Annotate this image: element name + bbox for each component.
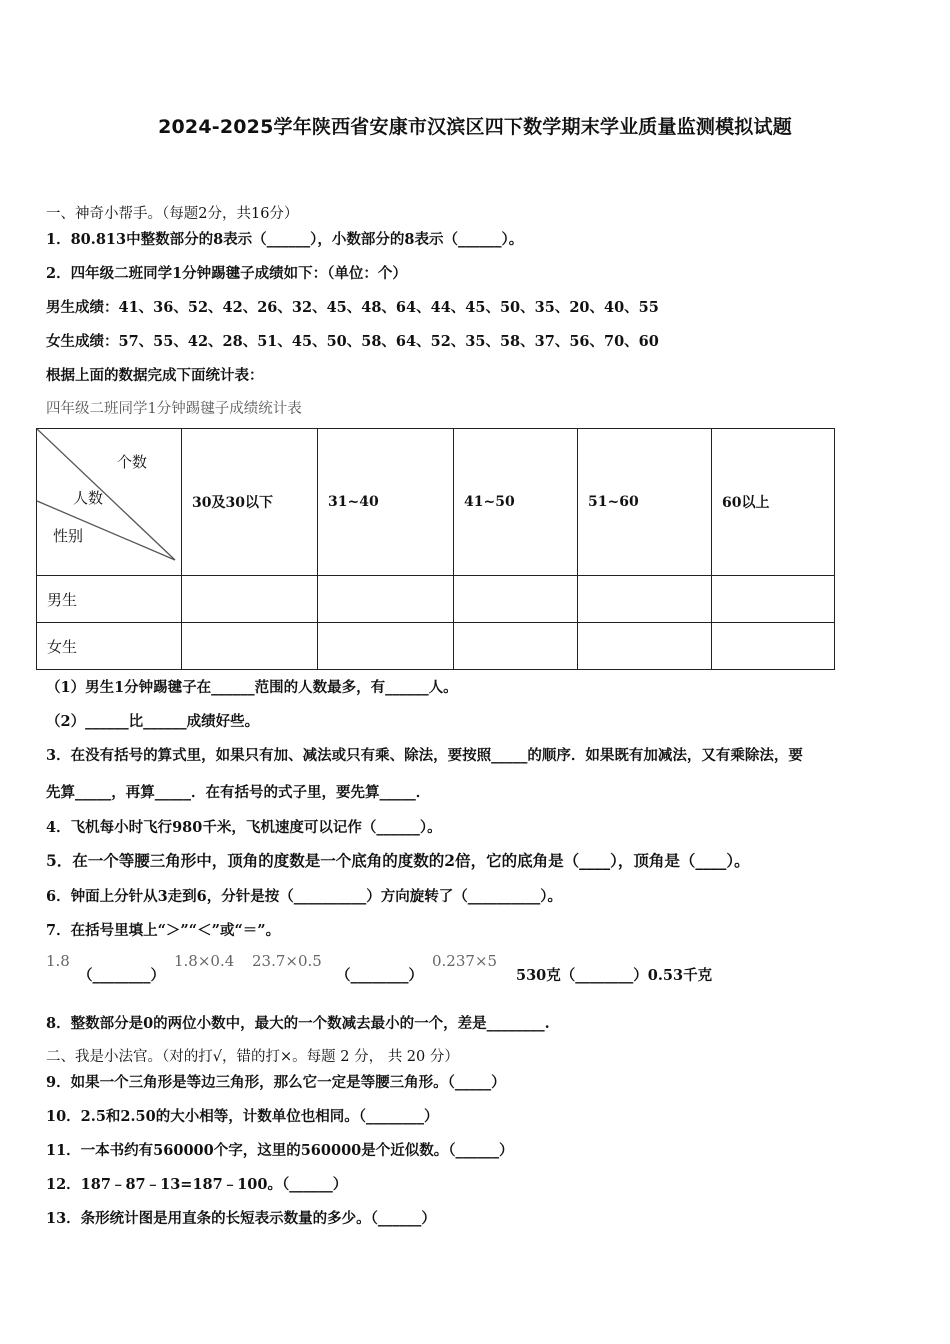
table-cell[interactable] <box>712 623 835 670</box>
question-1: 1．80.813中整数部分的8表示（______），小数部分的8表示（______）。 <box>46 231 524 248</box>
compare-item-e: 530克（________）0.53千克 <box>516 967 713 984</box>
table-cell[interactable] <box>454 623 578 670</box>
question-11: 11．一本书约有560000个字，这里的560000是个近似数。（______） <box>46 1142 514 1159</box>
corner-label-people: 人数 <box>73 489 104 507</box>
compare-blank-2[interactable]: （________） <box>336 967 423 984</box>
table-row <box>37 576 835 623</box>
question-9: 9．如果一个三角形是等边三角形，那么它一定是等腰三角形。（_____） <box>46 1074 506 1091</box>
question-3-line-2: 先算_____，再算_____．在有括号的式子里，要先算_____． <box>46 784 431 801</box>
table-cell[interactable] <box>182 623 318 670</box>
table-caption: 四年级二班同学1分钟踢毽子成绩统计表 <box>46 401 302 417</box>
statistics-table <box>36 428 835 670</box>
compare-item-d: 0.237×5 <box>432 952 498 970</box>
question-5: 5．在一个等腰三角形中，顶角的度数是一个底角的度数的2倍，它的底角是（____），顶角是（____）。 <box>46 851 750 870</box>
table-cell[interactable] <box>318 623 454 670</box>
corner-diagonal-lines <box>37 429 181 575</box>
corner-label-count: 个数 <box>117 453 148 471</box>
corner-label-gender: 性别 <box>53 527 84 545</box>
question-10: 10．2.5和2.50的大小相等，计数单位也相同。（________） <box>46 1108 439 1125</box>
compare-item-a: 1.8 <box>46 952 70 970</box>
question-8: 8．整数部分是0的两位小数中，最大的一个数减去最小的一个，差是________. <box>46 1015 550 1032</box>
column-header: 60以上 <box>712 429 835 576</box>
question-13: 13．条形统计图是用直条的长短表示数量的多少。（______） <box>46 1210 436 1227</box>
boys-scores: 男生成绩：41、36、52、42、26、32、45、48、64、44、45、50、35、20、40、55 <box>46 299 659 316</box>
table-corner-cell <box>37 429 182 576</box>
question-2-part-2: （2）______比______成绩好些。 <box>46 713 260 730</box>
question-2: 2．四年级二班同学1分钟踢毽子成绩如下：（单位：个） <box>46 265 407 282</box>
girls-scores: 女生成绩：57、55、42、28、51、45、50、58、64、52、35、58、37、56、70、60 <box>46 333 659 350</box>
question-12: 12．187﹣87﹣13=187﹣100。（______） <box>46 1176 348 1193</box>
question-2-part-1: （1）男生1分钟踢毽子在______范围的人数最多，有______人。 <box>46 679 458 696</box>
page-title: 2024-2025学年陕西省安康市汉滨区四下数学期末学业质量监测模拟试题 <box>158 116 792 138</box>
table-cell[interactable] <box>578 623 712 670</box>
table-cell[interactable] <box>182 576 318 623</box>
table-cell[interactable] <box>712 576 835 623</box>
compare-item-c: 23.7×0.5 <box>252 952 322 970</box>
column-header: 51~60 <box>578 429 712 576</box>
table-instruction: 根据上面的数据完成下面统计表： <box>46 367 264 384</box>
section-1-heading: 一、神奇小帮手。（每题2分，共16分） <box>46 206 299 222</box>
compare-blank-1[interactable]: （________） <box>78 967 165 984</box>
column-header: 41~50 <box>454 429 578 576</box>
question-3-line-1: 3．在没有括号的算式里，如果只有加、减法或只有乘、除法，要按照_____的顺序．如果既有加减法，又有乘除法，要 <box>46 747 803 764</box>
table-row <box>37 623 835 670</box>
question-4: 4．飞机每小时飞行980千米，飞机速度可以记作（______）。 <box>46 819 442 836</box>
question-7: 7．在括号里填上“＞”“＜”或“＝”。 <box>46 922 281 939</box>
row-label: 女生 <box>37 623 182 670</box>
question-6: 6．钟面上分针从3走到6，分针是按（__________）方向旋转了（__________）。 <box>46 888 563 905</box>
table-cell[interactable] <box>318 576 454 623</box>
section-2-heading: 二、我是小法官。（对的打√，错的打×。每题 2 分， 共 20 分） <box>46 1049 459 1065</box>
row-label: 男生 <box>37 576 182 623</box>
column-header: 31~40 <box>318 429 454 576</box>
table-cell[interactable] <box>578 576 712 623</box>
table-cell[interactable] <box>454 576 578 623</box>
compare-item-b: 1.8×0.4 <box>174 952 235 970</box>
column-header: 30及30以下 <box>182 429 318 576</box>
